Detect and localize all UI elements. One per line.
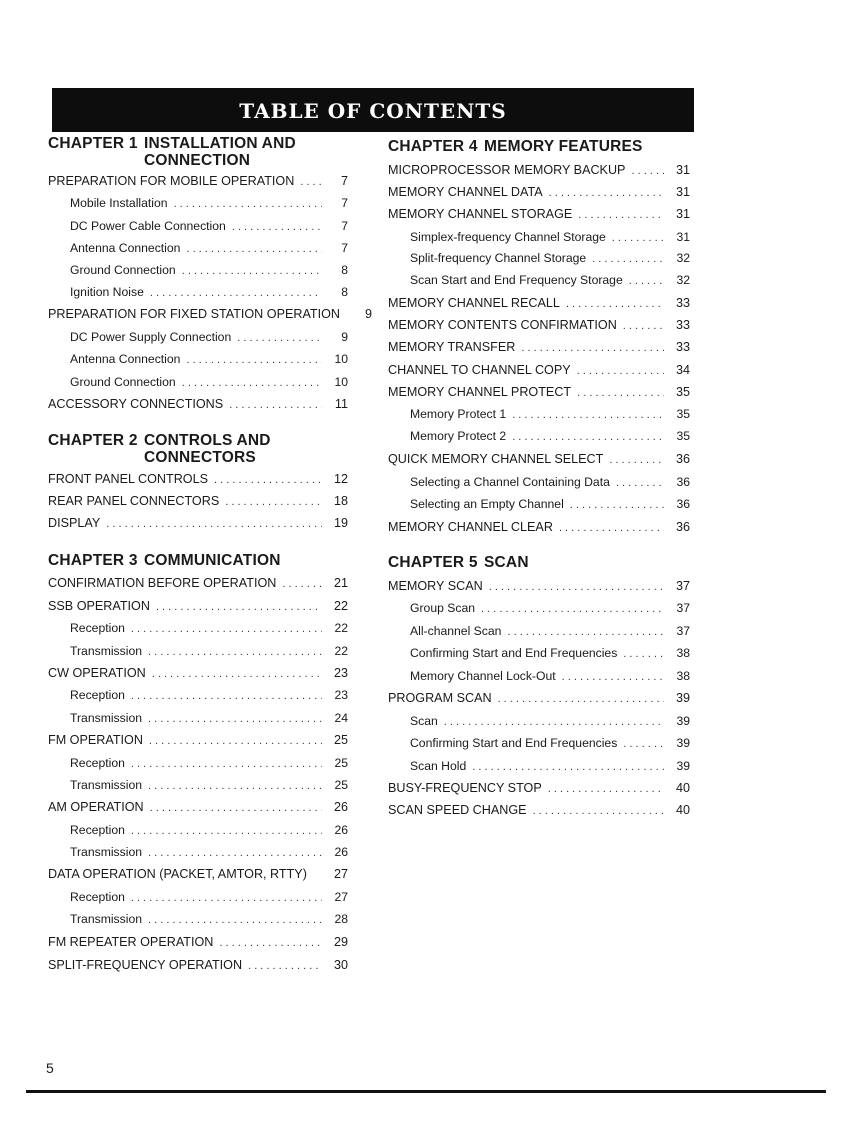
footer-rule — [26, 1090, 826, 1093]
entry-label: Selecting a Channel Containing Data — [410, 475, 610, 489]
entry-label: DC Power Cable Connection — [70, 219, 226, 233]
entry-label: DISPLAY — [48, 516, 101, 530]
entry-label: Ground Connection — [70, 375, 176, 389]
toc-entry[interactable] — [388, 519, 690, 536]
entry-page: 10 — [334, 352, 348, 366]
entry-label: AM OPERATION — [48, 800, 144, 814]
entry-page: 22 — [334, 644, 348, 658]
toc-entry[interactable] — [48, 396, 348, 413]
entry-page: 36 — [676, 475, 690, 489]
entry-label: Memory Protect 2 — [410, 429, 507, 443]
entry-label: MEMORY CHANNEL CLEAR — [388, 520, 553, 534]
toc-subentry[interactable] — [388, 645, 690, 662]
chapter-number: CHAPTER 5 — [388, 554, 478, 571]
entry-label: ACCESSORY CONNECTIONS — [48, 397, 224, 411]
entry-label: MEMORY SCAN — [388, 579, 483, 593]
chapter-title-line: CONNECTORS — [144, 449, 256, 466]
entry-label: MEMORY CHANNEL DATA — [388, 185, 543, 199]
dot-leader — [149, 733, 322, 749]
entry-page: 24 — [334, 711, 348, 725]
entry-label: All-channel Scan — [410, 624, 502, 638]
entry-page: 37 — [676, 624, 690, 638]
toc-subentry[interactable] — [48, 911, 348, 928]
entry-page: 12 — [333, 472, 348, 486]
toc-entry[interactable] — [388, 690, 690, 707]
entry-label: MEMORY TRANSFER — [388, 340, 516, 354]
dot-leader — [507, 624, 664, 640]
toc-entry[interactable] — [48, 957, 348, 974]
chapter-title-line: CONNECTION — [144, 152, 251, 169]
entry-label: Memory Channel Lock-Out — [410, 669, 556, 683]
chapter-title: SCAN — [484, 554, 529, 571]
entry-page: 32 — [676, 251, 690, 265]
dot-leader — [577, 363, 664, 379]
entry-page: 26 — [334, 845, 348, 859]
entry-page: 25 — [333, 733, 348, 747]
dot-leader — [592, 251, 664, 267]
entry-label: DATA OPERATION (PACKET, AMTOR, RTTY) — [48, 867, 307, 881]
entry-label: Antenna Connection — [70, 241, 181, 255]
entry-label: Reception — [70, 890, 125, 904]
entry-label: MEMORY CHANNEL RECALL — [388, 296, 560, 310]
chapter-title: MEMORY FEATURES — [484, 138, 643, 155]
dot-leader — [444, 714, 664, 730]
dot-leader — [148, 711, 322, 727]
entry-page: 22 — [333, 599, 348, 613]
entry-label: PREPARATION FOR MOBILE OPERATION — [48, 174, 295, 188]
dot-leader — [131, 890, 322, 906]
entry-page: 23 — [333, 666, 348, 680]
entry-page: 11 — [334, 397, 348, 411]
toc-subentry[interactable] — [388, 272, 690, 289]
toc-entry[interactable] — [48, 173, 348, 190]
entry-label: FRONT PANEL CONTROLS — [48, 472, 209, 486]
entry-label: MEMORY CONTENTS CONFIRMATION — [388, 318, 617, 332]
toc-entry[interactable] — [388, 339, 690, 356]
toc-entry[interactable] — [48, 732, 348, 749]
entry-label: Reception — [70, 688, 125, 702]
entry-label: Scan Hold — [410, 759, 467, 773]
entry-label: Scan Start and End Frequency Storage — [410, 273, 623, 287]
entry-page: 39 — [676, 759, 690, 773]
toc-subentry[interactable] — [48, 710, 348, 727]
dot-leader — [612, 230, 664, 246]
entry-label: Transmission — [70, 845, 143, 859]
entry-page: 32 — [676, 273, 690, 287]
entry-page: 10 — [334, 375, 348, 389]
dot-leader — [623, 736, 664, 752]
chapter-heading — [48, 552, 348, 569]
toc-entry[interactable] — [388, 362, 690, 379]
dot-leader — [182, 375, 322, 391]
toc-subentry[interactable] — [388, 474, 690, 491]
entry-label: SCAN SPEED CHANGE — [388, 803, 527, 817]
dot-leader — [248, 958, 322, 974]
toc-subentry[interactable] — [48, 240, 348, 257]
entry-label: MICROPROCESSOR MEMORY BACKUP — [388, 163, 626, 177]
entry-label: BUSY-FREQUENCY STOP — [388, 781, 542, 795]
entry-page: 28 — [334, 912, 348, 926]
dot-leader — [174, 196, 322, 212]
toc-subentry[interactable] — [48, 262, 348, 279]
dot-leader — [225, 494, 322, 510]
entry-page: 38 — [676, 669, 690, 683]
dot-leader — [186, 352, 322, 368]
toc-subentry[interactable] — [388, 758, 690, 775]
toc-entry[interactable] — [48, 598, 348, 615]
entry-label: PREPARATION FOR FIXED STATION OPERATION — [48, 307, 341, 321]
entry-page: 7 — [341, 241, 348, 255]
entry-page: 39 — [675, 691, 690, 705]
dot-leader — [148, 845, 322, 861]
dot-leader — [629, 273, 664, 289]
toc-entry[interactable] — [388, 780, 690, 797]
toc-entry[interactable] — [388, 184, 690, 201]
entry-page: 22 — [334, 621, 348, 635]
dot-leader — [182, 263, 322, 279]
toc-subentry[interactable] — [388, 623, 690, 640]
toc-subentry[interactable] — [48, 755, 348, 772]
entry-label: SPLIT-FREQUENCY OPERATION — [48, 958, 243, 972]
toc-entry[interactable] — [48, 493, 348, 510]
entry-page: 7 — [341, 219, 348, 233]
entry-page: 39 — [676, 736, 690, 750]
entry-page: 37 — [676, 601, 690, 615]
entry-label: Group Scan — [410, 601, 476, 615]
entry-label: Reception — [70, 823, 125, 837]
toc-entry[interactable] — [48, 799, 348, 816]
entry-page: 8 — [341, 285, 348, 299]
entry-page: 35 — [675, 385, 690, 399]
dot-leader — [559, 520, 664, 536]
dot-leader — [533, 803, 664, 819]
dot-leader — [219, 935, 322, 951]
toc-subentry[interactable] — [388, 428, 690, 445]
toc-subentry[interactable] — [48, 195, 348, 212]
entry-page: 38 — [676, 646, 690, 660]
dot-leader — [237, 330, 322, 346]
toc-entry[interactable] — [388, 317, 690, 334]
entry-label: QUICK MEMORY CHANNEL SELECT — [388, 452, 604, 466]
entry-label: Reception — [70, 621, 125, 635]
dot-leader — [150, 285, 322, 301]
entry-label: Mobile Installation — [70, 196, 168, 210]
entry-page: 21 — [333, 576, 348, 590]
entry-label: Confirming Start and End Frequencies — [410, 646, 618, 660]
chapter-heading — [388, 554, 690, 571]
entry-page: 33 — [675, 296, 690, 310]
toc-subentry[interactable] — [388, 735, 690, 752]
entry-label: MEMORY CHANNEL STORAGE — [388, 207, 573, 221]
toc-subentry[interactable] — [48, 374, 348, 391]
entry-page: 31 — [675, 163, 690, 177]
dot-leader — [156, 599, 322, 615]
chapter-heading — [48, 135, 348, 169]
entry-page: 7 — [341, 196, 348, 210]
dot-leader — [186, 241, 322, 257]
entry-page: 40 — [675, 803, 690, 817]
toc-entry[interactable] — [388, 295, 690, 312]
toc-entry[interactable] — [48, 515, 348, 532]
entry-page: 35 — [676, 429, 690, 443]
entry-page: 27 — [333, 867, 348, 881]
dot-leader — [481, 601, 664, 617]
dot-leader — [472, 759, 664, 775]
toc-subentry[interactable] — [388, 668, 690, 685]
toc-subentry[interactable] — [48, 687, 348, 704]
chapter-title-line: CONTROLS AND — [144, 432, 271, 449]
entry-page: 36 — [676, 497, 690, 511]
entry-label: FM OPERATION — [48, 733, 143, 747]
page-number: 5 — [46, 1060, 54, 1076]
entry-label: Reception — [70, 756, 125, 770]
dot-leader — [131, 756, 322, 772]
dot-leader — [631, 163, 664, 179]
dot-leader — [152, 666, 322, 682]
toc-subentry[interactable] — [48, 329, 348, 346]
dot-leader — [150, 800, 322, 816]
entry-page: 31 — [675, 185, 690, 199]
toc-entry[interactable] — [388, 162, 690, 179]
dot-leader — [549, 185, 664, 201]
toc-subentry[interactable] — [388, 406, 690, 423]
entry-label: Transmission — [70, 778, 143, 792]
dot-leader — [616, 475, 664, 491]
entry-page: 39 — [676, 714, 690, 728]
entry-page: 30 — [333, 958, 348, 972]
toc-banner — [52, 88, 694, 132]
dot-leader — [131, 823, 322, 839]
toc-entry[interactable] — [388, 802, 690, 819]
entry-label: CW OPERATION — [48, 666, 146, 680]
entry-page: 25 — [334, 778, 348, 792]
toc-entry[interactable] — [48, 866, 348, 883]
entry-page: 33 — [675, 318, 690, 332]
chapter-number: CHAPTER 2 — [48, 432, 138, 449]
toc-subentry[interactable] — [48, 889, 348, 906]
toc-subentry[interactable] — [48, 822, 348, 839]
toc-subentry[interactable] — [48, 284, 348, 301]
dot-leader — [148, 644, 322, 660]
entry-label: MEMORY CHANNEL PROTECT — [388, 385, 572, 399]
entry-label: Transmission — [70, 644, 143, 658]
toc-subentry[interactable] — [48, 218, 348, 235]
entry-page: 7 — [340, 174, 348, 188]
chapter-number: CHAPTER 1 — [48, 135, 138, 152]
entry-label: CONFIRMATION BEFORE OPERATION — [48, 576, 277, 590]
chapter-heading — [388, 138, 690, 155]
toc-subentry[interactable] — [388, 496, 690, 513]
dot-leader — [282, 576, 322, 592]
entry-page: 27 — [334, 890, 348, 904]
dot-leader — [148, 912, 322, 928]
toc-entry[interactable] — [388, 384, 690, 401]
toc-subentry[interactable] — [48, 777, 348, 794]
dot-leader — [623, 646, 664, 662]
dot-leader — [148, 778, 322, 794]
toc-subentry[interactable] — [48, 844, 348, 861]
dot-leader — [232, 219, 322, 235]
entry-page: 36 — [675, 520, 690, 534]
toc-entry[interactable] — [48, 934, 348, 951]
dot-leader — [498, 691, 664, 707]
entry-page: 8 — [341, 263, 348, 277]
dot-leader — [570, 497, 664, 513]
entry-page: 29 — [333, 935, 348, 949]
entry-label: Split-frequency Channel Storage — [410, 251, 587, 265]
entry-page: 31 — [676, 230, 690, 244]
dot-leader — [131, 688, 322, 704]
entry-label: Scan — [410, 714, 438, 728]
entry-page: 19 — [333, 516, 348, 530]
dot-leader — [106, 516, 322, 532]
page-title: TABLE OF CONTENTS — [239, 99, 507, 123]
toc-subentry[interactable] — [48, 620, 348, 637]
entry-page: 9 — [365, 307, 373, 321]
toc-subentry[interactable] — [48, 351, 348, 368]
toc-entry[interactable] — [388, 578, 690, 595]
dot-leader — [131, 621, 322, 637]
entry-label: FM REPEATER OPERATION — [48, 935, 214, 949]
entry-page: 23 — [334, 688, 348, 702]
entry-page: 37 — [675, 579, 690, 593]
entry-page: 36 — [675, 452, 690, 466]
entry-label: Memory Protect 1 — [410, 407, 507, 421]
chapter-title-line: INSTALLATION AND — [144, 135, 296, 152]
entry-page: 31 — [675, 207, 690, 221]
dot-leader — [548, 781, 664, 797]
toc-entry[interactable] — [388, 451, 690, 468]
entry-label: Ignition Noise — [70, 285, 144, 299]
dot-leader — [214, 472, 322, 488]
chapter-heading — [48, 432, 348, 466]
toc-entry[interactable] — [48, 306, 373, 323]
toc-subentry[interactable] — [388, 713, 690, 730]
entry-label: Transmission — [70, 711, 143, 725]
chapter-number: CHAPTER 4 — [388, 138, 478, 155]
chapter-title — [144, 135, 296, 169]
dot-leader — [577, 385, 664, 401]
entry-label: PROGRAM SCAN — [388, 691, 492, 705]
dot-leader — [566, 296, 664, 312]
dot-leader — [512, 429, 664, 445]
entry-label: REAR PANEL CONNECTORS — [48, 494, 220, 508]
dot-leader — [229, 397, 322, 413]
toc-subentry[interactable] — [388, 229, 690, 246]
toc-entry[interactable] — [48, 575, 348, 592]
entry-label: DC Power Supply Connection — [70, 330, 232, 344]
entry-page: 35 — [676, 407, 690, 421]
entry-page: 25 — [334, 756, 348, 770]
chapter-title: COMMUNICATION — [144, 552, 281, 569]
toc-entry[interactable] — [48, 471, 348, 488]
chapter-title — [144, 432, 271, 466]
entry-label: Ground Connection — [70, 263, 176, 277]
entry-page: 26 — [334, 823, 348, 837]
dot-leader — [300, 174, 322, 190]
toc-subentry[interactable] — [388, 600, 690, 617]
entry-page: 34 — [675, 363, 690, 377]
dot-leader — [521, 340, 664, 356]
toc-subentry[interactable] — [48, 643, 348, 660]
toc-entry[interactable] — [388, 206, 690, 223]
dot-leader — [623, 318, 664, 334]
entry-page: 33 — [675, 340, 690, 354]
entry-page: 18 — [333, 494, 348, 508]
entry-label: Antenna Connection — [70, 352, 181, 366]
dot-leader — [512, 407, 664, 423]
entry-page: 9 — [341, 330, 348, 344]
toc-subentry[interactable] — [388, 250, 690, 267]
dot-leader — [578, 207, 664, 223]
entry-label: CHANNEL TO CHANNEL COPY — [388, 363, 571, 377]
toc-entry[interactable] — [48, 665, 348, 682]
entry-label: Transmission — [70, 912, 143, 926]
entry-label: Simplex-frequency Channel Storage — [410, 230, 606, 244]
entry-page: 40 — [675, 781, 690, 795]
entry-label: SSB OPERATION — [48, 599, 150, 613]
chapter-number: CHAPTER 3 — [48, 552, 138, 569]
entry-label: Confirming Start and End Frequencies — [410, 736, 618, 750]
dot-leader — [609, 452, 664, 468]
entry-label: Selecting an Empty Channel — [410, 497, 564, 511]
entry-page: 26 — [333, 800, 348, 814]
dot-leader — [489, 579, 664, 595]
dot-leader — [562, 669, 664, 685]
